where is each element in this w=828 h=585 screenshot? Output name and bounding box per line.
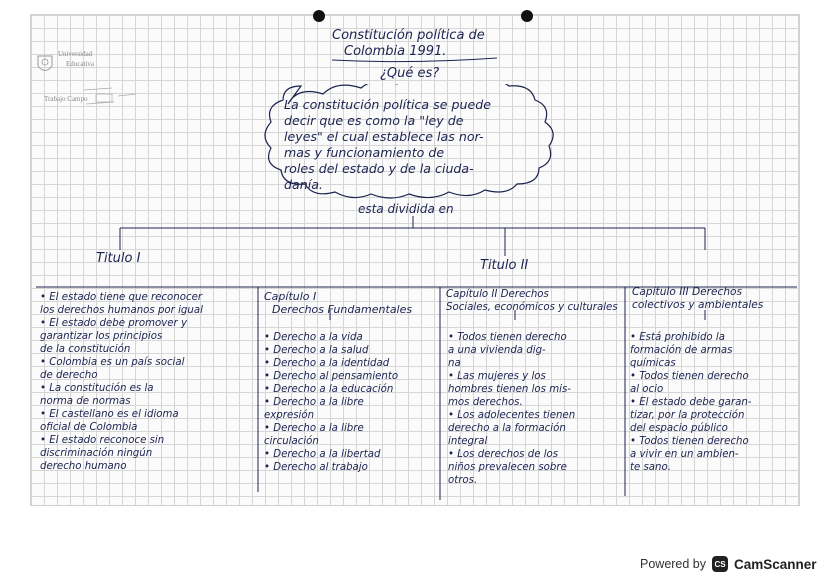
list-item: • Todos tienen derecho [448, 332, 567, 343]
chapter-subtitle: Sociales, económicos y culturales [446, 302, 618, 313]
list-item: otros. [448, 475, 478, 486]
list-item: • Derecho a la libre [264, 397, 364, 408]
titulo-1-label: Titulo I [96, 251, 141, 266]
list-item: los derechos humanos por igual [40, 305, 203, 316]
chapter-subtitle: colectivos y ambientales [632, 299, 764, 311]
list-item: • Derecho a la libre [264, 423, 364, 434]
list-item: • Todos tienen derecho [630, 371, 749, 382]
list-item: derecho a la formación [448, 423, 566, 434]
list-item: químicas [630, 358, 676, 369]
stamp-text: Universidad [58, 50, 93, 58]
camscanner-brand: CamScanner [734, 556, 817, 572]
list-item: derecho humano [40, 461, 127, 472]
list-item: • Las mujeres y los [448, 371, 546, 382]
list-item: • El estado debe promover y [40, 318, 188, 329]
stamp-text: Educativa [66, 60, 94, 68]
definition-line: decir que es como la "ley de [284, 113, 464, 128]
list-item: • Derecho a la identidad [264, 358, 390, 369]
list-item: tizar, por la protección [630, 410, 745, 421]
list-item: al ocio [630, 384, 664, 395]
list-item: de derecho [40, 370, 98, 381]
chapter-title: Capítulo I [264, 290, 317, 303]
definition-line: mas y funcionamiento de [284, 145, 445, 160]
list-item: • Los adolecentes tienen [448, 410, 576, 421]
title-line-2: Colombia 1991. [344, 44, 447, 59]
list-item: • Derecho al trabajo [264, 462, 368, 473]
list-item: • Derecho a la libertad [264, 449, 381, 460]
column-capitulo-2 [448, 331, 575, 487]
list-item: • Todos tienen derecho [630, 436, 749, 447]
list-item: oficial de Colombia [40, 422, 138, 433]
list-item: • Derecho a la salud [264, 345, 369, 356]
column-capitulo-1 [264, 331, 398, 474]
list-item: integral [448, 436, 488, 447]
list-item: discriminación ningún [40, 448, 153, 459]
definition-line: roles del estado y de la ciuda- [284, 161, 474, 176]
list-item: • El estado tiene que reconocer [40, 292, 203, 303]
definition-line: La constitución política se puede [284, 97, 491, 112]
list-item: de la constitución [40, 344, 131, 355]
column-capitulo-3 [630, 331, 751, 474]
column-titulo-1 [40, 291, 203, 473]
chapter-subtitle: Derechos Fundamentales [272, 303, 413, 316]
question-label: ¿Qué es? [380, 66, 440, 81]
list-item: del espacio público [630, 423, 728, 434]
definition-line: leyes" el cual establece las nor- [284, 129, 484, 144]
list-item: norma de normas [40, 396, 131, 407]
definition-line: danía. [284, 177, 323, 192]
camscanner-watermark [640, 554, 817, 574]
list-item: • Colombia es un país social [40, 357, 185, 368]
list-item: • Derecho al pensamiento [264, 371, 399, 382]
titulo-2-label: Titulo II [480, 258, 529, 273]
list-item: a vivir en un ambien- [630, 449, 739, 460]
list-item: niños prevalecen sobre [448, 462, 567, 473]
list-item: na [448, 358, 461, 369]
camscanner-logo-icon: CS [712, 556, 728, 572]
column-3-heading [446, 288, 618, 314]
list-item: • El castellano es el idioma [40, 409, 179, 420]
column-2-heading [264, 290, 412, 316]
list-item: expresión [264, 410, 315, 421]
list-item: • El estado reconoce sin [40, 435, 165, 446]
list-item: formación de armas [630, 345, 733, 356]
list-item: mos derechos. [448, 397, 523, 408]
list-item: • Está prohibido la [630, 332, 725, 343]
list-item: a una vivienda dig- [448, 345, 546, 356]
list-item: • Los derechos de los [448, 449, 559, 460]
title-line-1: Constitución política de [332, 28, 485, 43]
divided-label: esta dividida en [358, 202, 454, 216]
list-item: • La constitución es la [40, 383, 154, 394]
chapter-title: Capítulo II Derechos [446, 289, 549, 300]
list-item: te sano. [630, 462, 671, 473]
list-item: • Derecho a la educación [264, 384, 394, 395]
stamp-text: Trabajo Campo [44, 95, 88, 103]
list-item: • Derecho a la vida [264, 332, 363, 343]
list-item: • El estado debe garan- [630, 397, 752, 408]
list-item: garantizar los principios [40, 331, 163, 342]
powered-by-label: Powered by [640, 557, 707, 571]
list-item: hombres tienen los mis- [448, 384, 571, 395]
chapter-title: Capítulo III Derechos [632, 286, 743, 298]
column-4-heading [632, 286, 763, 312]
list-item: circulación [264, 436, 319, 447]
